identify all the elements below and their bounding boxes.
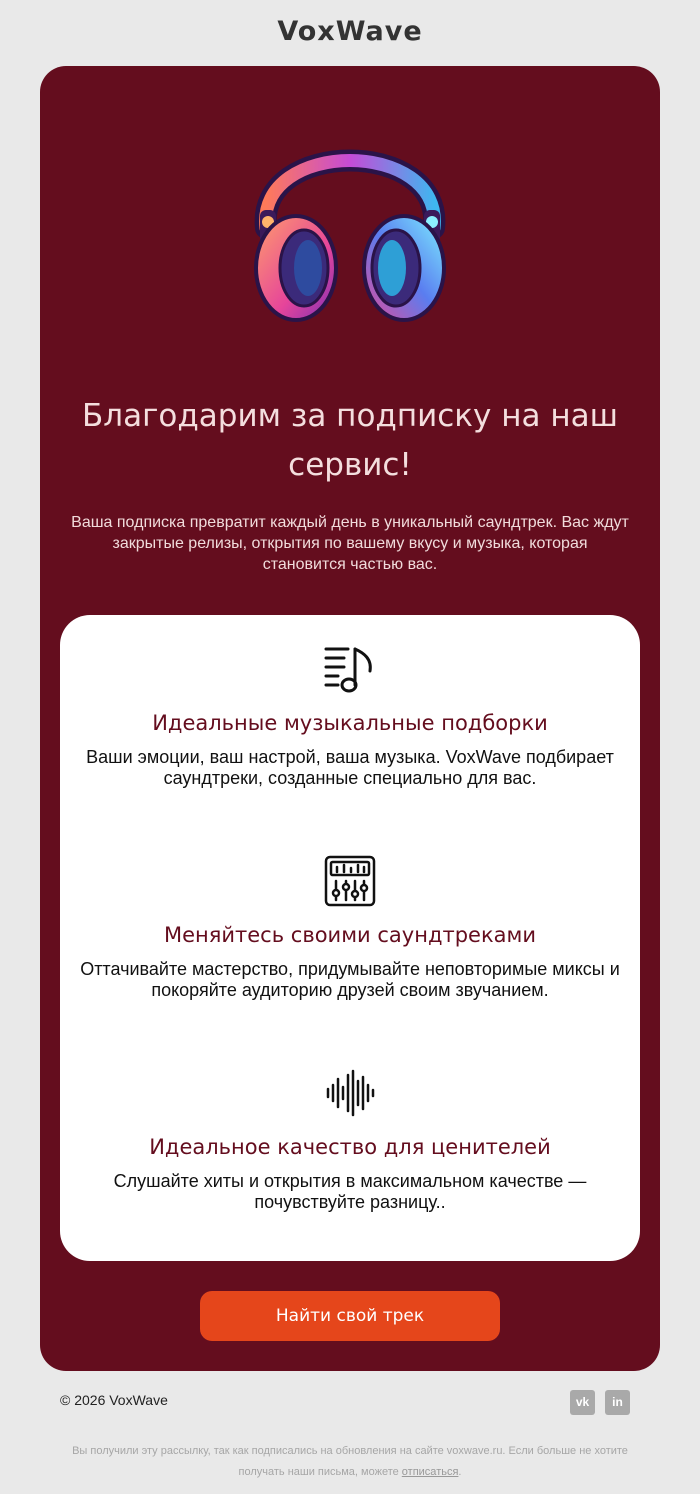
hero-card (40, 66, 660, 1371)
disclaimer-end: . (458, 1466, 462, 1478)
feature-text: Ваши эмоции, ваш настрой, ваша музыка. VoxWave подбирает саундтреки, созданные специально для вас. (86, 747, 614, 788)
feature-quality (60, 1065, 640, 1213)
feature-text: Оттачивайте мастерство, придумывайте неповторимые миксы и покоряйте аудиторию друзей своим звучанием. (80, 959, 620, 1000)
mixer-console-icon (322, 853, 378, 909)
feature-title: Идеальные музыкальные подборки (152, 711, 548, 735)
headphones-illustration (246, 118, 454, 328)
brand-logo: VoxWave (277, 16, 423, 47)
feature-title: Идеальное качество для ценителей (149, 1135, 551, 1159)
sound-wave-icon (322, 1065, 378, 1121)
features-panel (60, 615, 640, 1261)
feature-title: Меняйтесь своими саундтреками (163, 923, 536, 947)
disclaimer-text: Вы получили эту рассылку, так как подписались на обновления на сайте voxwave.ru. Если больше не хотите получать наши письма, можете (72, 1445, 628, 1478)
hero-text: Ваша подписка превратит каждый день в уникальный саундтрек. Вас ждут закрытые релизы, открытия по вашему вкусу и музыка, которая становится частью вас. (71, 514, 629, 573)
unsubscribe-link[interactable]: отписаться (401, 1466, 459, 1478)
linkedin-icon[interactable]: in (605, 1390, 630, 1415)
footer-copyright: © 2026 VoxWave (60, 1392, 168, 1408)
find-track-button[interactable]: Найти свой трек (200, 1291, 500, 1341)
feature-text: Слушайте хиты и открытия в максимальном качестве — почувствуйте разницу.. (113, 1171, 587, 1212)
footer-disclaimer (60, 1441, 640, 1483)
feature-share-soundtracks (60, 853, 640, 1001)
hero-title: Благодарим за подписку на наш сервис! (82, 398, 618, 483)
music-playlist-icon (322, 641, 378, 697)
feature-music-selection (60, 641, 640, 789)
vk-icon[interactable]: vk (570, 1390, 595, 1415)
